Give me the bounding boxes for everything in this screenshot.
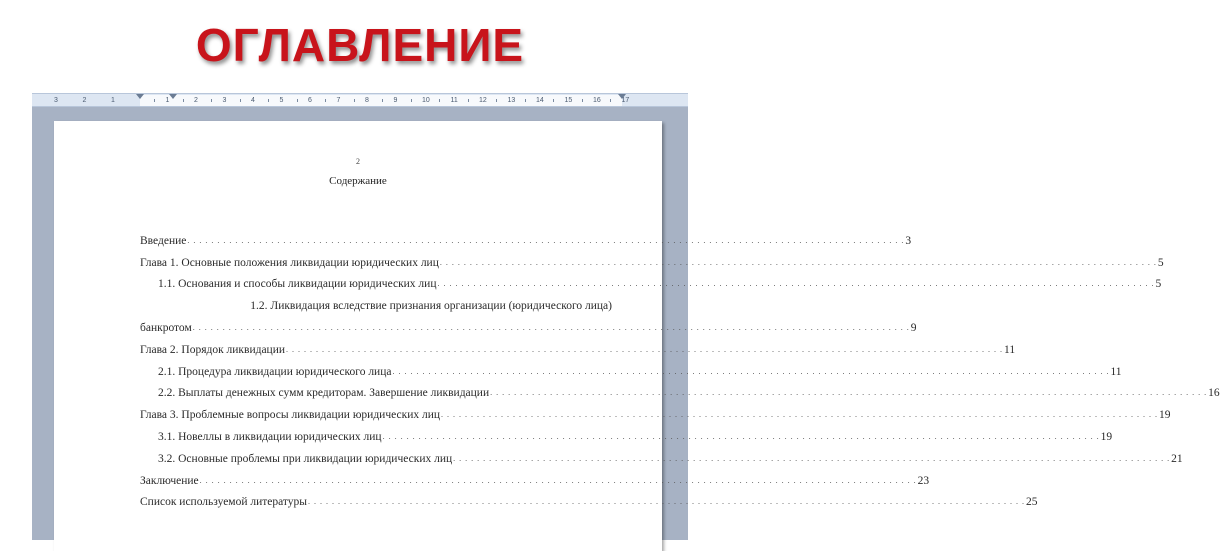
toc-entry-page: 19: [1100, 431, 1113, 444]
toc-entry-page: 3: [905, 234, 912, 247]
ruler-number: 12: [479, 97, 487, 104]
ruler-number: 2: [194, 97, 198, 104]
toc-entry-page: 21: [1171, 452, 1183, 465]
toc-entry-title: 2.1. Процедура ликвидации юридического лица: [158, 365, 392, 378]
toc-entry[interactable]: [140, 230, 912, 252]
document-workspace: [32, 107, 1220, 540]
toc-entry-page: 25: [1026, 496, 1038, 509]
ruler-number: 8: [365, 97, 369, 104]
ruler-number: 7: [336, 97, 341, 104]
toc-entry-page: 16: [1208, 387, 1220, 400]
toc-entry[interactable]: [140, 252, 1164, 274]
toc-dot-leader: . . . . . . . . . . . . . . . . . . . . . . . . . . . . . . . . . . . . . . . . . . . . . . . . . . . . . . . . . . . . . . . . . . . . . . . . . . . . . . . . . . . . . . . . . . . . . . . . . . . . . . . . . . . . . . . . . . . . . . . .: [192, 323, 910, 333]
page-number: 2: [356, 157, 360, 166]
toc-entry[interactable]: [140, 383, 1220, 405]
ruler-tick: [468, 99, 469, 102]
ruler-number: 3: [54, 97, 58, 104]
toc-entry-title: 3.1. Новеллы в ликвидации юридических лиц: [158, 431, 382, 444]
ruler-number: 10: [422, 97, 430, 104]
toc-entry-title: 2.2. Выплаты денежных сумм кредиторам. Завершение ликвидации: [158, 387, 490, 400]
toc-entry-title: 1.1. Основания и способы ликвидации юридических лиц: [158, 278, 437, 291]
ruler-tick: [411, 99, 412, 102]
ruler-tick: [582, 99, 583, 102]
toc-entry[interactable]: [140, 317, 917, 339]
right-indent-marker[interactable]: [618, 94, 626, 99]
ruler-number: 13: [507, 97, 516, 104]
ruler-tick: [525, 99, 526, 102]
toc-entry-page: 19: [1159, 409, 1171, 422]
first-line-indent-marker[interactable]: [169, 94, 177, 99]
toc-dot-leader: . . . . . . . . . . . . . . . . . . . . . . . . . . . . . . . . . . . . . . . . . . . . . . . . . . . . . . . . . . . . . . . . . . . . . . . . . . . . . . . . . . . . . . . . . . . . . . . . . . . . . . . . . . . . . . . . . . . . . . . .: [437, 279, 1155, 289]
table-of-contents: [140, 230, 1220, 513]
toc-dot-leader: . . . . . . . . . . . . . . . . . . . . . . . . . . . . . . . . . . . . . . . . . . . . . . . . . . . . . . . . . . . . . . . . . . . . . . . . . . . . . . . . . . . . . . . . . . . . . . . . . . . . . . . . . . . . . . . . . . . . . . . .: [453, 453, 1171, 463]
toc-dot-leader: . . . . . . . . . . . . . . . . . . . . . . . . . . . . . . . . . . . . . . . . . . . . . . . . . . . . . . . . . . . . . . . . . . . . . . . . . . . . . . . . . . . . . . . . . . . . . . . . . . . . . . . . . . . . . . . . . . . . . . . .: [392, 366, 1110, 376]
toc-entry[interactable]: [140, 339, 1016, 361]
ruler-number: 1: [165, 97, 170, 104]
toc-dot-leader: . . . . . . . . . . . . . . . . . . . . . . . . . . . . . . . . . . . . . . . . . . . . . . . . . . . . . . . . . . . . . . . . . . . . . . . . . . . . . . . . . . . . . . . . . . . . . . . . . . . . . . . . . . . . . . . . . . . . . . . .: [490, 388, 1208, 398]
ruler-number: 5: [279, 97, 284, 104]
toc-entry-title: Глава 2. Порядок ликвидации: [140, 343, 286, 356]
toc-entry-page: 5: [1157, 256, 1164, 269]
toc-dot-leader: . . . . . . . . . . . . . . . . . . . . . . . . . . . . . . . . . . . . . . . . . . . . . . . . . . . . . . . . . . . . . . . . . . . . . . . . . . . . . . . . . . . . . . . . . . . . . . . . . . . . . . . . . . . . . . . . . . . . . . . .: [199, 475, 917, 485]
toc-entry-page: 11: [1004, 343, 1016, 356]
ruler-tick: [610, 99, 611, 102]
toc-entry[interactable]: [140, 448, 1183, 470]
toc-entry[interactable]: [140, 470, 930, 492]
toc-entry-title: банкротом: [140, 322, 192, 335]
toc-entry-title: Введение: [140, 234, 187, 247]
ruler-number: 15: [564, 97, 573, 104]
ruler-number: 14: [536, 97, 544, 104]
toc-dot-leader: . . . . . . . . . . . . . . . . . . . . . . . . . . . . . . . . . . . . . . . . . . . . . . . . . . . . . . . . . . . . . . . . . . . . . . . . . . . . . . . . . . . . . . . . . . . . . . . . . . . . . . . . . . . . . . . . . . . . . . . .: [286, 344, 1004, 354]
toc-entry[interactable]: [140, 274, 1162, 296]
ruler-tick: [183, 99, 184, 102]
toc-entry[interactable]: [140, 404, 1171, 426]
toc-entry[interactable]: [140, 361, 1122, 383]
ruler-number: 17: [621, 97, 630, 104]
ruler-tick: [154, 99, 155, 102]
toc-dot-leader: . . . . . . . . . . . . . . . . . . . . . . . . . . . . . . . . . . . . . . . . . . . . . . . . . . . . . . . . . . . . . . . . . . . . . . . . . . . . . . . . . . . . . . . . . . . . . . . . . . . . . . . . . . . . . . . . . . . . . . . .: [187, 235, 905, 245]
toc-entry-page: 5: [1155, 278, 1162, 291]
ruler-tick: [211, 99, 212, 102]
ruler-number: 9: [393, 97, 398, 104]
toc-entry[interactable]: [140, 426, 1113, 448]
ruler-tick: [297, 99, 298, 102]
ruler-tick: [439, 99, 440, 102]
ruler-number: 3: [222, 97, 227, 104]
document-page[interactable]: [54, 121, 1220, 551]
slide-title: ОГЛАВЛЕНИЕ: [195, 19, 525, 71]
toc-entry-title: Глава 1. Основные положения ликвидации юридических лиц: [140, 256, 439, 269]
toc-dot-leader: . . . . . . . . . . . . . . . . . . . . . . . . . . . . . . . . . . . . . . . . . . . . . . . . . . . . . . . . . . . . . . . . . . . . . . . . . . . . . . . . . . . . . . . . . . . . . . . . . . . . . . . . . . . . . . . . . . . . . . . .: [439, 257, 1157, 267]
ruler-number: 16: [593, 97, 601, 104]
toc-entry-title: 3.2. Основные проблемы при ликвидации юридических лиц: [158, 452, 453, 465]
toc-entry[interactable]: [140, 295, 612, 317]
toc-dot-leader: . . . . . . . . . . . . . . . . . . . . . . . . . . . . . . . . . . . . . . . . . . . . . . . . . . . . . . . . . . . . . . . . . . . . . . . . . . . . . . . . . . . . . . . . . . . . . . . . . . . . . . . . . . . . . . . . . . . . . . . .: [441, 410, 1159, 420]
ruler-tick: [553, 99, 554, 102]
ruler-tick: [354, 99, 355, 102]
ruler-number: 11: [450, 97, 458, 104]
ruler-number: 6: [308, 97, 312, 104]
toc-entry-title: Список используемой литературы: [140, 496, 308, 509]
horizontal-ruler[interactable]: [32, 93, 688, 107]
ruler-scale: [32, 94, 688, 108]
toc-entry-page: 9: [910, 322, 917, 335]
toc-entry-title: Заключение: [140, 474, 199, 487]
left-indent-marker[interactable]: [136, 94, 144, 99]
ruler-number: 2: [82, 97, 87, 104]
toc-entry-page: 23: [917, 474, 930, 487]
toc-entry-page: 11: [1110, 365, 1122, 378]
ruler-number: 1: [111, 97, 115, 104]
toc-dot-leader: . . . . . . . . . . . . . . . . . . . . . . . . . . . . . . . . . . . . . . . . . . . . . . . . . . . . . . . . . . . . . . . . . . . . . . . . . . . . . . . . . . . . . . . . . . . . . . . . . . . . . . . . . . . . . . . . . . . . . . . .: [382, 432, 1100, 442]
toc-entry-title: 1.2. Ликвидация вследствие признания организации (юридического лица): [250, 300, 612, 313]
ruler-tick: [240, 99, 241, 102]
ruler-number: 4: [251, 97, 255, 104]
ruler-tick: [268, 99, 269, 102]
ruler-tick: [382, 99, 383, 102]
ruler-tick: [496, 99, 497, 102]
toc-dot-leader: . . . . . . . . . . . . . . . . . . . . . . . . . . . . . . . . . . . . . . . . . . . . . . . . . . . . . . . . . . . . . . . . . . . . . . . . . . . . . . . . . . . . . . . . . . . . . . . . . . . . . . . . . . . . . . . . . . . . . . . .: [308, 497, 1026, 507]
toc-entry-title: Глава 3. Проблемные вопросы ликвидации юридических лиц: [140, 409, 441, 422]
toc-entry[interactable]: [140, 492, 1038, 514]
toc-heading: Содержание: [329, 175, 387, 187]
ruler-tick: [325, 99, 326, 102]
